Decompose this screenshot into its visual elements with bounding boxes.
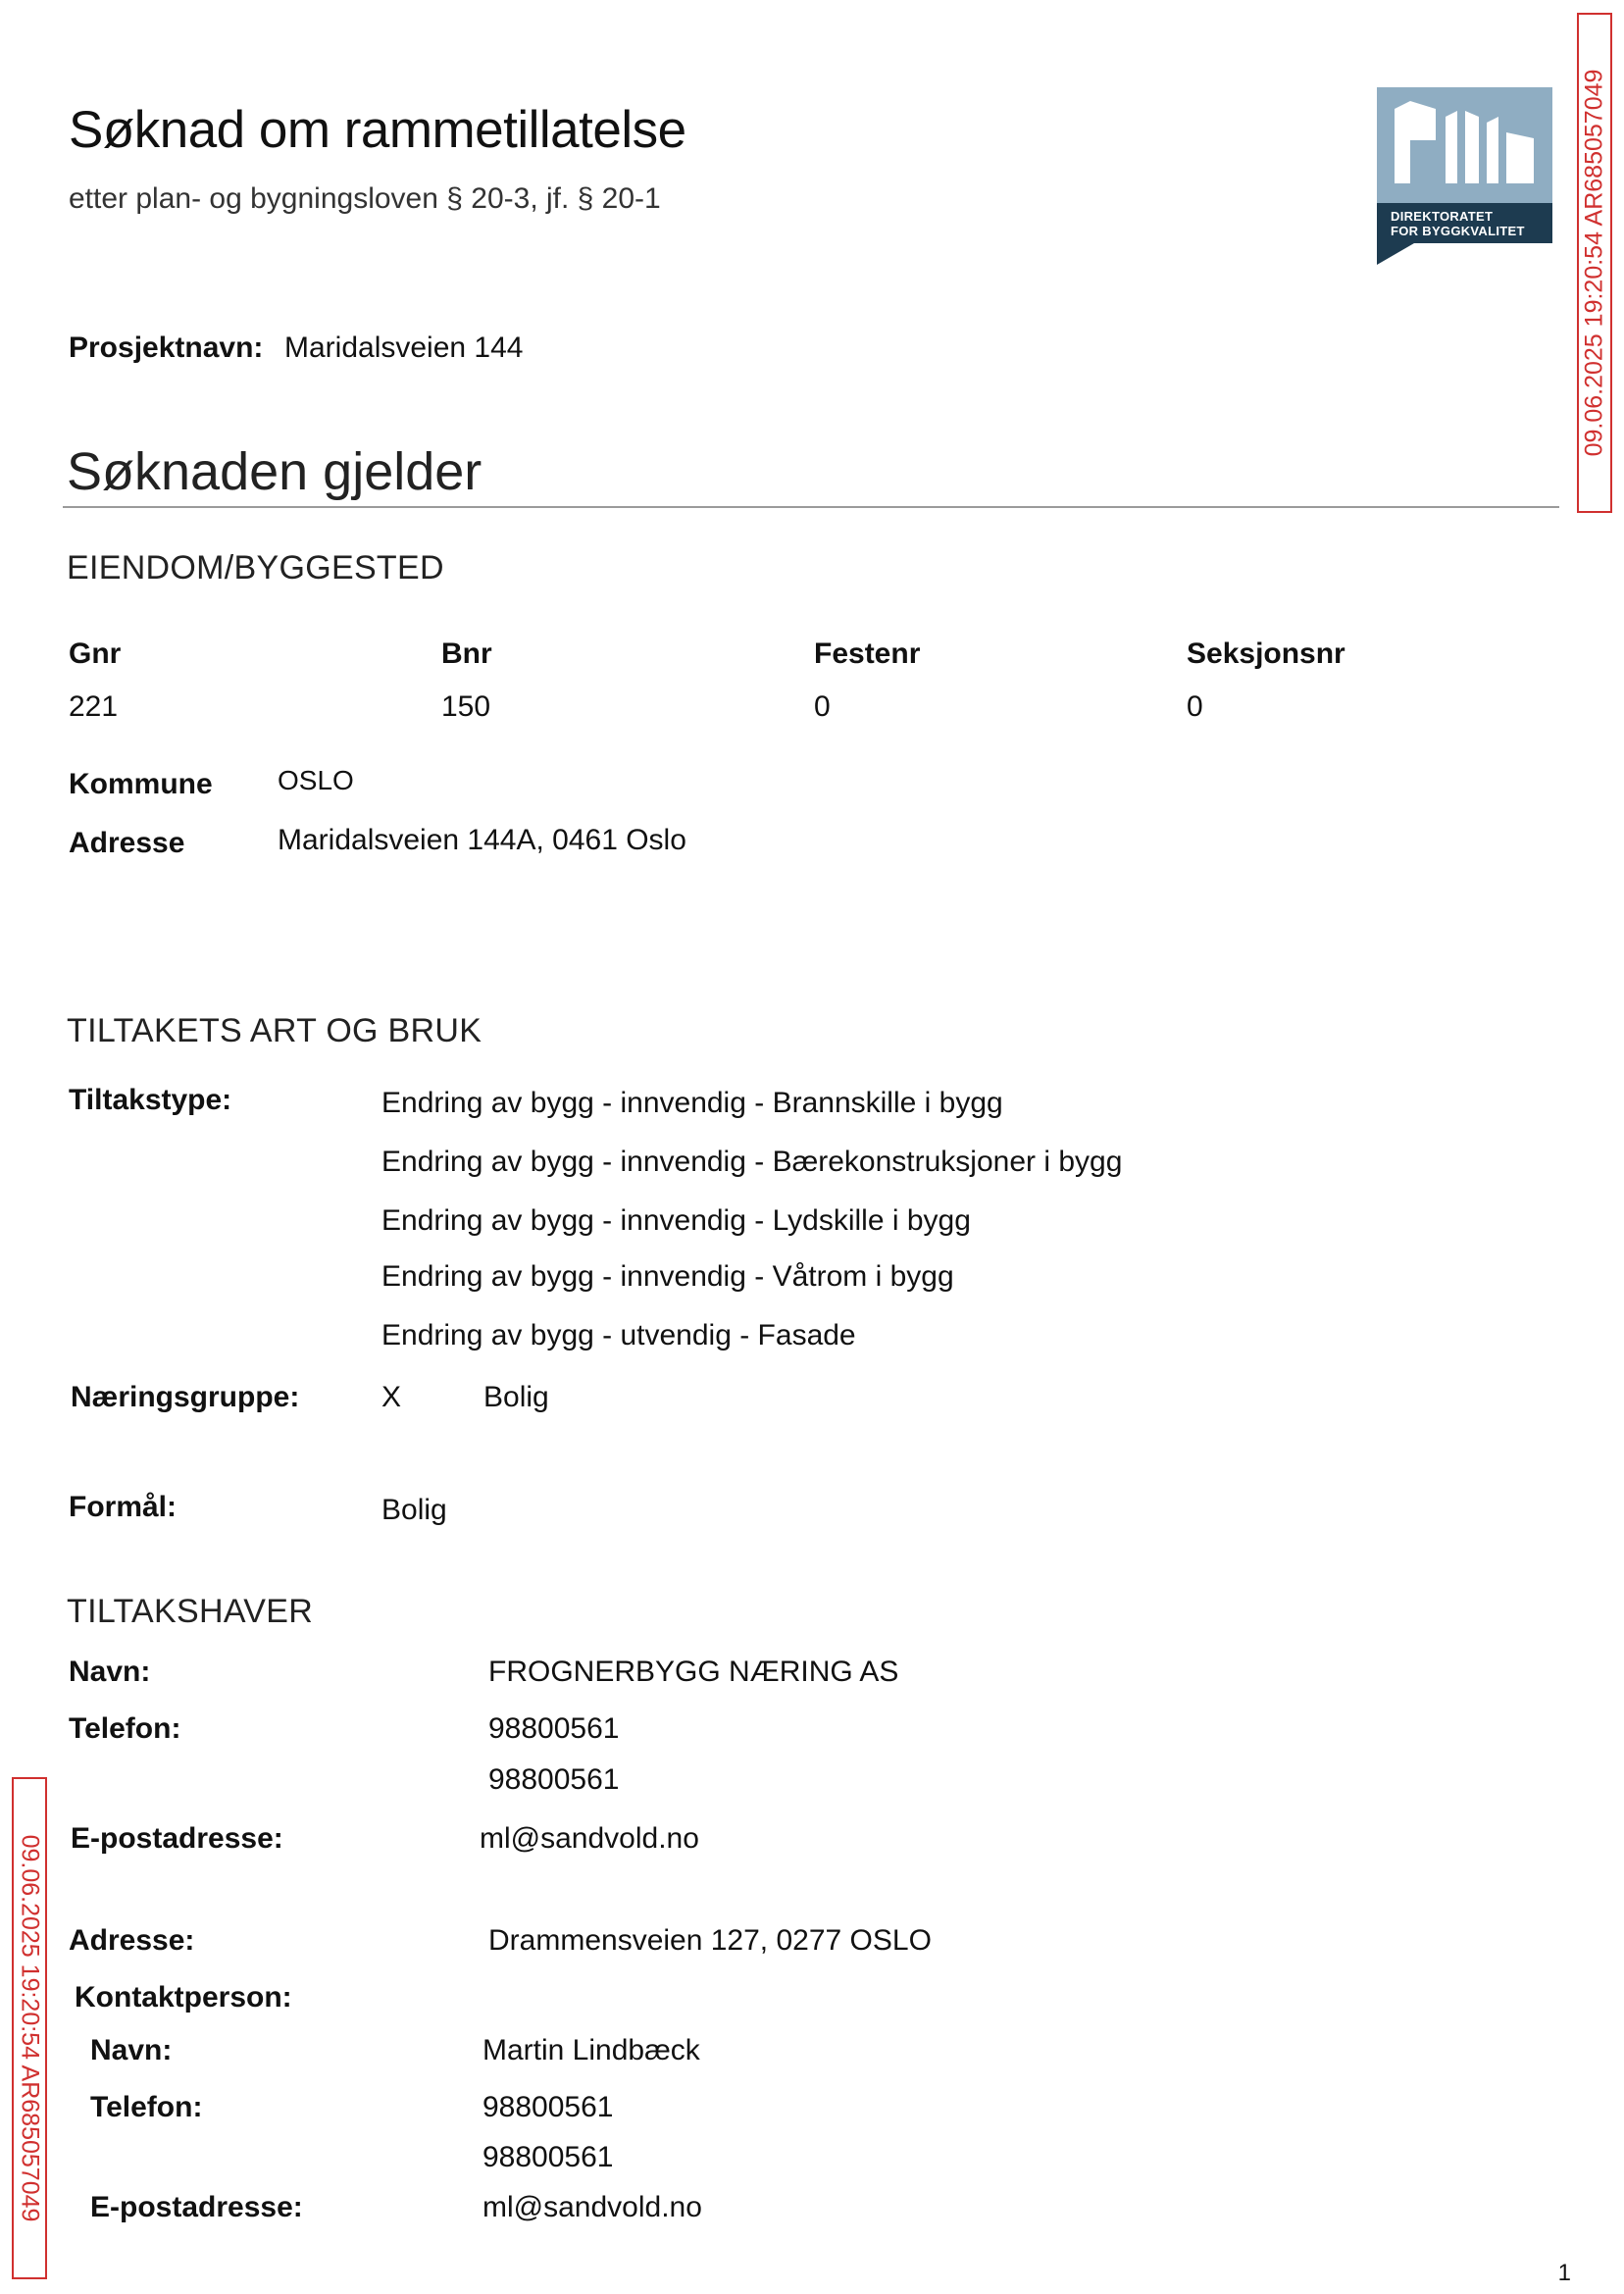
tiltakshaver-epost-label: E-postadresse: bbox=[71, 1822, 283, 1855]
tiltakshaver-adresse-label: Adresse: bbox=[69, 1924, 195, 1957]
document-title: Søknad om rammetillatelse bbox=[69, 101, 686, 159]
tiltakshaver-epost-value: ml@sandvold.no bbox=[480, 1822, 699, 1855]
kontakt-epost-label: E-postadresse: bbox=[90, 2191, 303, 2223]
naeringsgruppe-code: X bbox=[381, 1381, 402, 1413]
festenr-value: 0 bbox=[814, 690, 831, 723]
section-title: Søknaden gjelder bbox=[67, 442, 482, 501]
seksjonsnr-value: 0 bbox=[1187, 690, 1203, 723]
tiltakstype-item: Endring av bygg - innvendig - Lydskille i bygg bbox=[381, 1204, 971, 1237]
naeringsgruppe-value: Bolig bbox=[483, 1381, 549, 1413]
tiltakshaver-adresse-value: Drammensveien 127, 0277 OSLO bbox=[488, 1924, 932, 1957]
formaal-value: Bolig bbox=[381, 1494, 447, 1526]
kontakt-epost-value: ml@sandvold.no bbox=[482, 2191, 702, 2223]
timestamp-stamp-bottom: 09.06.2025 19:20:54 AR685057049 bbox=[12, 1777, 47, 2279]
adresse-value: Maridalsveien 144A, 0461 Oslo bbox=[278, 824, 686, 856]
tiltakstype-item: Endring av bygg - innvendig - Våtrom i bygg bbox=[381, 1260, 954, 1293]
tiltakshaver-heading: TILTAKSHAVER bbox=[67, 1593, 314, 1630]
timestamp-stamp-top: 09.06.2025 19:20:54 AR685057049 bbox=[1577, 13, 1612, 513]
tiltakshaver-telefon-value: 98800561 bbox=[488, 1763, 620, 1796]
tiltakshaver-telefon-value: 98800561 bbox=[488, 1712, 620, 1745]
project-label: Prosjektnavn: bbox=[69, 331, 264, 364]
kontakt-navn-value: Martin Lindbæck bbox=[482, 2034, 700, 2066]
naeringsgruppe-label: Næringsgruppe: bbox=[71, 1381, 300, 1413]
kommune-label: Kommune bbox=[69, 768, 213, 800]
section-divider bbox=[63, 506, 1559, 508]
kontakt-telefon-label: Telefon: bbox=[90, 2091, 203, 2123]
festenr-label: Festenr bbox=[814, 637, 921, 670]
kontakt-navn-label: Navn: bbox=[90, 2034, 173, 2066]
dibk-logo bbox=[1377, 87, 1552, 276]
bnr-label: Bnr bbox=[441, 637, 492, 670]
tiltakshaver-navn-value: FROGNERBYGG NÆRING AS bbox=[488, 1656, 899, 1688]
gnr-value: 221 bbox=[69, 690, 119, 723]
tiltakstype-item: Endring av bygg - innvendig - Brannskille i bygg bbox=[381, 1087, 1003, 1119]
bnr-value: 150 bbox=[441, 690, 491, 723]
adresse-label: Adresse bbox=[69, 827, 185, 859]
tiltakshaver-telefon-label: Telefon: bbox=[69, 1712, 181, 1745]
seksjonsnr-label: Seksjonsnr bbox=[1187, 637, 1345, 670]
kontakt-telefon-value: 98800561 bbox=[482, 2141, 614, 2173]
gnr-label: Gnr bbox=[69, 637, 122, 670]
kommune-value: OSLO bbox=[278, 765, 354, 795]
property-heading: EIENDOM/BYGGESTED bbox=[67, 549, 444, 586]
tiltakstype-item: Endring av bygg - innvendig - Bærekonstruksjoner i bygg bbox=[381, 1146, 1123, 1178]
tiltakstype-item: Endring av bygg - utvendig - Fasade bbox=[381, 1319, 856, 1351]
tiltak-heading: TILTAKETS ART OG BRUK bbox=[67, 1012, 482, 1049]
tiltakstype-label: Tiltakstype: bbox=[69, 1084, 232, 1116]
kontaktperson-label: Kontaktperson: bbox=[75, 1981, 292, 2014]
logo-text: DIREKTORATET FOR BYGGKVALITET bbox=[1391, 209, 1525, 238]
tiltakshaver-navn-label: Navn: bbox=[69, 1656, 151, 1688]
kontakt-telefon-value: 98800561 bbox=[482, 2091, 614, 2123]
dibk-logo-icon bbox=[1377, 87, 1552, 203]
document-subtitle: etter plan- og bygningsloven § 20-3, jf. § 20-1 bbox=[69, 182, 661, 215]
formaal-label: Formål: bbox=[69, 1491, 178, 1523]
project-value: Maridalsveien 144 bbox=[284, 331, 524, 364]
page-number: 1 bbox=[1557, 2260, 1571, 2286]
